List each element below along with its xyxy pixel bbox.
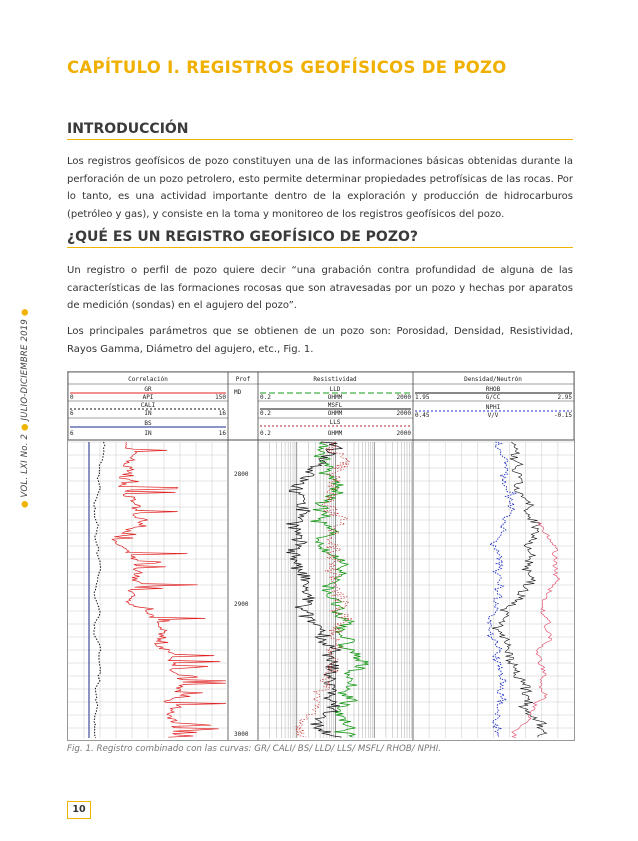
chapter-title: CAPÍTULO I. REGISTROS GEOFÍSICOS DE POZO (67, 58, 507, 77)
journal-volume-sidebar: ● VOL. LXI No. 2 ● JULIO-DICIEMBRE 2019 ● (20, 308, 30, 508)
curve-lls-max: 2000 (396, 430, 411, 437)
curve-nphi-max: -0.15 (553, 412, 572, 419)
depth-label-2800: 2800 (234, 471, 249, 478)
curve-lls-min: 0.2 (260, 430, 271, 437)
depth-unit: MD (234, 389, 242, 396)
curve-gr-unit: API (142, 394, 154, 401)
track-title-resistivity: Resistividad (313, 376, 357, 383)
depth-label-3000: 3000 (234, 731, 249, 738)
curve-nphi-min: 0.45 (415, 412, 430, 419)
curve-msfl-min: 0.2 (260, 410, 271, 417)
curve-cali-unit: IN (144, 410, 152, 417)
curve-lls-name: LLS (329, 419, 341, 426)
curve-lld-unit: OHMM (327, 394, 343, 401)
curve-msfl-unit: OHMM (327, 410, 343, 417)
definition-paragraph: Un registro o perfil de pozo quiere decir “una grabación contra profundidad de alguna de las características de las formaciones rocosas que son atravesadas por un pozo y hechas por aparatos de medición (sondas) en el agujero del pozo”. (67, 265, 573, 311)
curve-lld-max: 2000 (396, 394, 411, 401)
curve-lld-min: 0.2 (260, 394, 271, 401)
curve-nphi-unit: V/V (487, 412, 499, 419)
curve-lls-unit: OHMM (327, 430, 343, 437)
curve-rhob-min: 1.95 (415, 394, 430, 401)
curve-cali-max: 16 (218, 410, 226, 417)
curve-bs-name: BS (144, 420, 152, 427)
journal-volume: VOL. LXI No. 2 (20, 433, 30, 498)
curve-cali-min: 6 (70, 410, 74, 417)
curve-rhob-unit: G/CC (485, 394, 501, 401)
track-title-depth: Prof (235, 376, 251, 383)
depth-label-2900: 2900 (234, 601, 249, 608)
track-title-correlation: Correlación (128, 376, 168, 383)
section-heading-introduction: INTRODUCCIÓN (67, 121, 573, 140)
curve-msfl-name: MSFL (327, 402, 343, 409)
curve-bs-min: 6 (70, 430, 74, 437)
track-title-density-neutron: Densidad/Neutrón (464, 376, 522, 383)
well-log-figure (67, 371, 575, 741)
curve-nphi-name: NPHI (485, 404, 501, 411)
curve-rhob-max: 2.95 (557, 394, 572, 401)
page-number: 10 (67, 801, 91, 819)
curve-lld-name: LLD (329, 386, 341, 393)
curve-gr-max: 150 (215, 394, 226, 401)
curve-gr-min: 0 (70, 394, 74, 401)
journal-period: JULIO-DICIEMBRE 2019 (20, 319, 30, 421)
curve-rhob-name: RHOB (485, 386, 501, 393)
introduction-paragraph: Los registros geofísicos de pozo constituyen una de las informaciones básicas obtenidas durante la perforación de un pozo petrolero, esto permite determinar propiedades petrofísicas de las rocas. Por lo tanto, es una actividad importante dentro de la exploración y producción de hidrocarburos (petróleo y gas), y consiste en la toma y monitoreo de los registros geofísicos del pozo. (67, 156, 573, 220)
parameters-paragraph: Los principales parámetros que se obtienen de un pozo son: Porosidad, Densidad, Resistividad, Rayos Gamma, Diámetro del agujero, etc., Fig. 1. (67, 326, 573, 355)
curve-bs-unit: IN (144, 430, 152, 437)
section-heading-what-is: ¿QUÉ ES UN REGISTRO GEOFÍSICO DE POZO? (67, 229, 573, 248)
figure-caption: Fig. 1. Registro combinado con las curvas: GR/ CALI/ BS/ LLD/ LLS/ MSFL/ RHOB/ NPHI. (67, 744, 442, 754)
curve-msfl-max: 2000 (396, 410, 411, 417)
curve-gr-name: GR (144, 386, 152, 393)
curve-bs-max: 16 (218, 430, 226, 437)
curve-cali-name: CALI (140, 402, 156, 409)
well-log-chart (68, 372, 574, 740)
